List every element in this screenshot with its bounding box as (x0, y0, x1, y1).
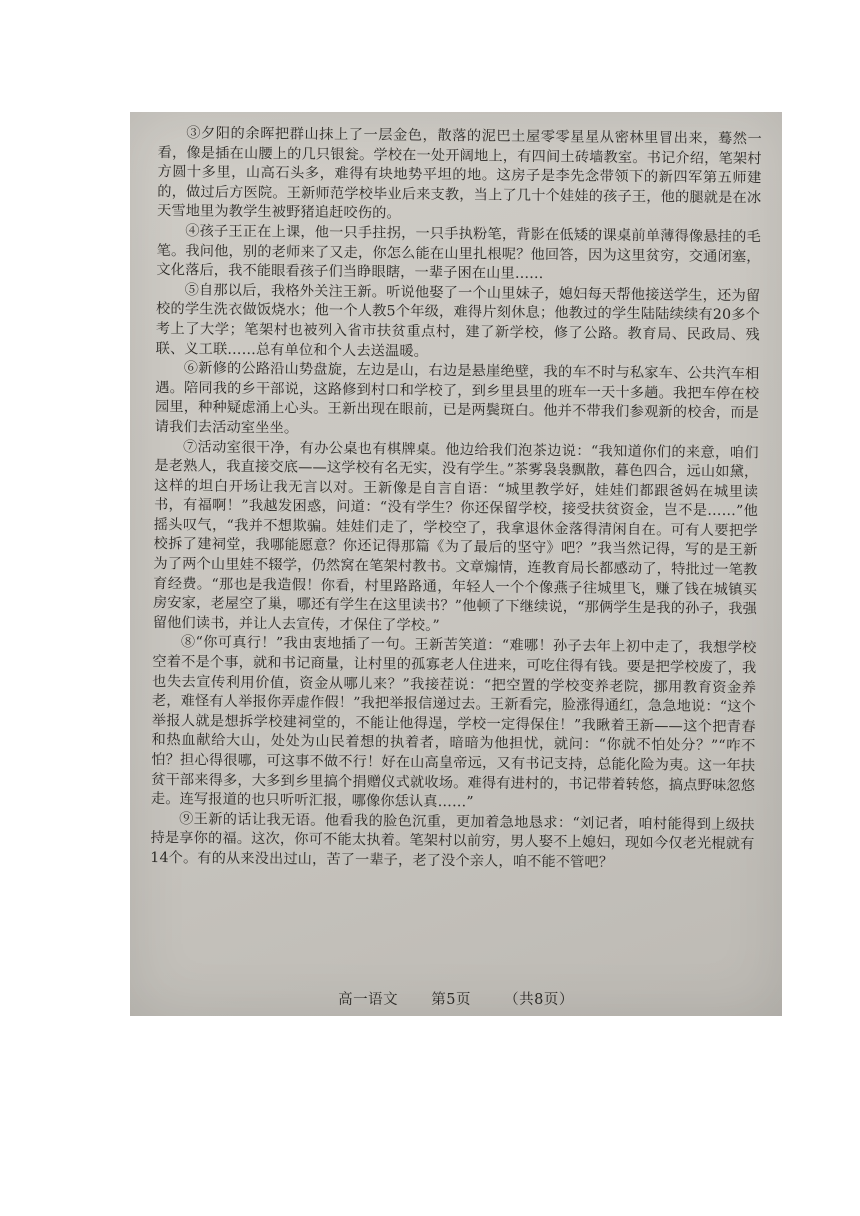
paragraph-9: ⑨王新的话让我无语。他看我的脸色沉重，更加着急地恳求：“刘记者，咱村能得到上级扶持是享你的福。这次，你可不能太执着。笔架村以前穷，男人娶不上媳妇，现如今仅老光棍就有14个。有的从来没出过山，苦了一辈子，老了没个亲人，咱不能不管吧？ (150, 811, 755, 871)
paragraph-6: ⑥新修的公路沿山势盘旋，左边是山，右边是悬崖绝壁，我的车不时与私家车、公共汽车相遇。陪同我的乡干部说，这路修到村口和学校了，到乡里县里的班车一天十多趟。我把车停在校园里，种种疑虑涌上心头。王新出现在眼前，已是两鬓斑白。他并不带我们参观新的校舍，而是请我们去活动室坐坐。 (154, 360, 760, 437)
paragraph-8: ⑧“你可真行！”我由衷地插了一句。王新苦笑道：“难哪！孙子去年上初中走了，我想学校空着不是个事，就和书记商量，让村里的孤寡老人住进来，可吃住得有钱。要是把学校废了，我也失去宣传利用价值，资金从哪儿来？”我接茬说：“把空置的学校变养老院，挪用教育资金养老，难怪有人举报你弄虚作假！”我把举报信递过去。王新看完，脸涨得通红，急急地说：“这个举报人就是想拆学校建祠堂的，不能让他得逞，学校一定得保住！”我瞅着王新——这个把青春和热血献给大山，处处为山民着想的执着者，暗暗为他担忧，就问：“你就不怕处分？”“咋不怕？担心得很哪，可这事不做不行！好在山高皇帝远，又有书记支持，总能化险为夷。这一年扶贫干部来得多，大多到乡里搞个捐赠仪式就收场。难得有进村的，书记带着转悠，搞点野味忽悠走。连写报道的也只听听汇报，哪像你恁认真……” (150, 634, 757, 811)
paragraph-4: ④孩子王正在上课，他一只手拄拐，一只手执粉笔，背影在低矮的课桌前单薄得像悬挂的毛笔。我问他，别的老师来了又走，你怎么能在山里扎根呢？他回答，因为这里贫穷，交通闭塞，文化落后，我不能眼看孩子们当睁眼瞎，一辈子困在山里…… (156, 223, 761, 283)
paragraph-5: ⑤自那以后，我格外关注王新。听说他娶了一个山里妹子，媳妇每天帮他接送学生，还为留校的学生洗衣做饭烧水；他一个人教5个年级，难得片刻休息；他教过的学生陆陆续续有20多个考上了大学；笔架村也被列入省市扶贫重点村，建了新学校，修了公路。教育局、民政局、残联、义工联……总有单位和个人去送温暖。 (155, 282, 761, 360)
footer-total-pages: （共8页） (504, 992, 574, 1008)
footer-page-number: 第5页 (431, 992, 471, 1008)
footer-subject: 高一语文 (338, 992, 399, 1008)
photographed-exam-page (130, 112, 782, 1016)
reading-passage (150, 124, 762, 875)
paragraph-7: ⑦活动室很干净，有办公桌也有棋牌桌。他边给我们泡茶边说：“我知道你们的来意，咱们是老熟人，我直接交底——这学校有名无实，没有学生。”茶雾袅袅飘散，暮色四合，远山如黛，这样的坦白开场让我无言以对。王新像是自言自语：“城里教学好，娃娃们都跟爸妈在城里读书，有福啊！”我越发困惑，问道：“没有学生？你还保留学校，接受扶贫资金，岂不是……”他摇头叹气，“我并不想欺骗。娃娃们走了，学校空了，我拿退休金落得清闲自在。可有人要把学校拆了建祠堂，我哪能愿意？你还记得那篇《为了最后的坚守》吧？”我当然记得，写的是王新为了两个山里娃不辍学，仍然窝在笔架村教书。文章煽情，连教育局长都感动了，特批过一笔教育经费。“那也是我造假！你看，村里路路通，年轻人一个个像燕子往城里飞，赚了钱在城镇买房安家，老屋空了巢，哪还有学生在这里读书？”他顿了下继续说，“那俩学生是我的孙子，我强留他们读书，并让人去宣传，才保住了学校。” (152, 438, 759, 634)
page-footer (130, 988, 782, 1009)
paragraph-3: ③夕阳的余晖把群山抹上了一层金色，散落的泥巴土屋零零星星从密林里冒出来，蓦然一看，像是插在山腰上的几只银瓮。学校在一处开阔地上，有四间土砖墙教室。书记介绍，笔架村方圆十多里，山高石头多，难得有块地势平坦的地。这房子是李先念带领下的新四军第五师建的，做过后方医院。王新师范学校毕业后来支教，当上了几十个娃娃的孩子王，他的腿就是在冰天雪地里为教学生被野猪追赶咬伤的。 (157, 125, 762, 222)
